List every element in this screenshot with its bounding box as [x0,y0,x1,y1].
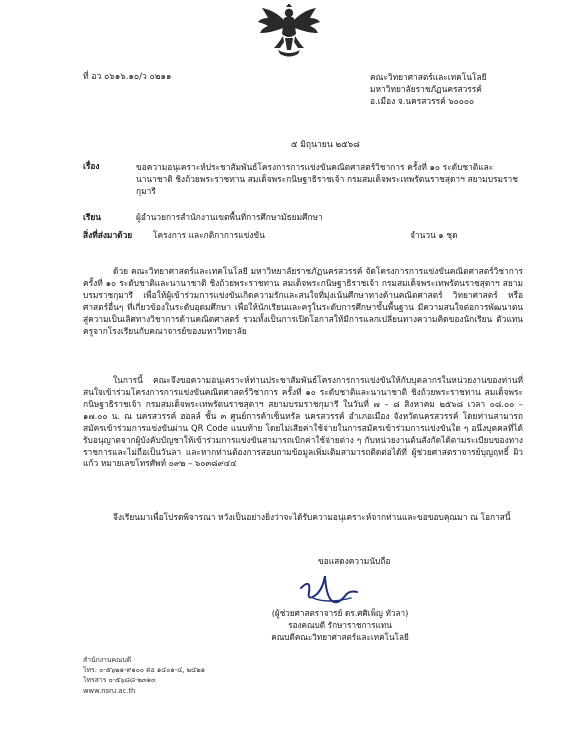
contact-footer [83,655,205,696]
footer-office: สำนักงานคณบดี [83,656,132,664]
body-paragraph-1-text: ด้วย คณะวิทยาศาสตร์และเทคโนโลยี มหาวิทยาลัยราชภัฏนครสวรรค์ จัดโครงการการแข่งขันคณิตศาสตร์วิชาการ ครั้งที่ ๑๐ ระดับชาติและนานาชาติ ชิงถ้วยพระราชทาน สมเด็จพระกนิษฐาธิราชเจ้า กรมสมเด็จพระเทพรัตนราชสุดาฯ สยามบรมราชกุมารี เพื่อให้ผู้เข้าร่วมการแข่งขันเกิดความรักและสนใจที่มุ่งเน้นศึกษาทางด้านคณิตศาสตร์ วิทยาศาสตร์ หรือศาสตร์อื่นๆ ที่เกี่ยวข้องในระดับอุดมศึกษา เพื่อให้นักเรียนและครูในระดับการศึกษาขั้นพื้นฐาน มีความสนใจต่อการพัฒนาตนสู่ความเป็นเลิศทางวิชาการด้านคณิตศาสตร์ รวมทั้งเป็นการเปิดโอกาสให้มีการแลกเปลี่ยนทางความคิดของนักเรียน ตัวแทนครูจากโรงเรียนกับคณาจารย์ของมหาวิทยาลัย [83,266,523,336]
closing-phrase: ขอแสดงความนับถือ [318,556,391,566]
sender-faculty: คณะวิทยาศาสตร์และเทคโนโลยี [370,72,487,82]
attention-label: เรียน [83,212,101,222]
signatory-position-1: รองคณบดี รักษาราชการแทน [288,619,392,630]
subject-row [83,161,523,198]
body-paragraph-1 [83,266,523,338]
sender-university: มหาวิทยาลัยราชภัฏนครสวรรค์ [370,83,482,94]
sender-location: อ.เมือง จ.นครสวรรค์ ๖๐๐๐๐ [370,95,475,106]
sender-address [370,72,570,108]
subject-label: เรื่อง [83,161,100,171]
letter-date: ๕ มิถุนายน ๒๕๖๘ [291,140,360,150]
enclosure-label: สิ่งที่ส่งมาด้วย [83,230,133,240]
body-paragraph-2 [83,375,523,470]
body-paragraph-3-text: จึงเรียนมาเพื่อโปรดพิจารณา หวังเป็นอย่างยิ่งว่าจะได้รับความอนุเคราะห์จากท่านและขอขอบคุณมา ณ โอกาสนี้ [113,512,511,522]
body-paragraph-3 [83,512,523,524]
garuda-emblem-icon [256,4,322,62]
signatory-position-2: คณบดีคณะวิทยาศาสตร์และเทคโนโลยี [271,631,409,642]
attention-text: ผู้อำนวยการสำนักงานเขตพื้นที่การศึกษามัธยมศึกษา [136,212,323,222]
footer-website: www.nsru.ac.th [83,686,136,695]
enclosure-quantity: จำนวน ๑ ชุด [410,230,458,240]
signatory-block [255,608,425,644]
signatory-name: (ผู้ช่วยศาสตราจารย์ ดร.ศศิเพ็ญ ทัวลา) [271,608,409,618]
footer-fax: โทรสาร ๐-๕๖๘๘-๒๓๑๓ [83,676,156,685]
body-paragraph-2-text: ในการนี้ คณะจึงขอความอนุเคราะห์ท่านประชาสัมพันธ์โครงการการแข่งขันให้กับบุคลากรในหน่วยงานของท่านที่สนใจเข้าร่วมโครงการการแข่งขันคณิตศาสตร์วิชาการ ครั้งที่ ๑๐ ระดับชาติและนานาชาติ ชิงถ้วยพระราชทาน สมเด็จพระกนิษฐาธิราชเจ้า กรมสมเด็จพระเทพรัตนราชสุดาฯ สยามบรมราชกุมารี ในวันที่ ๗ – ๘ สิงหาคม ๒๕๖๘ เวลา ๐๘.๐๐ – ๑๗.๐๐ น. ณ นครสวรรค์ ฮอลล์ ชั้น ๓ ศูนย์การค้าเซ็นทรัล นครสวรรค์ อำเภอเมือง จังหวัดนครสวรรค์ โดยท่านสามารถสมัครเข้าร่วมการแข่งขันผ่าน QR Code แนบท้าย โดยไม่เสียค่าใช้จ่ายในการสมัครเข้าร่วมการแข่งขันใด ๆ อนึ่งบุคคลที่ได้รับอนุญาตจากผู้บังคับบัญชาให้เข้าร่วมการแข่งขันสามารถเบิกค่าใช้จ่ายต่าง ๆ กับหน่วยงานต้นสังกัดได้ตามระเบียบของทางราชการและไม่ถือเป็นวันลา และหากท่านต้องการสอบถามข้อมูลเพิ่มเติมสามารถติดต่อได้ที่ ผู้ช่วยศาสตราจารย์บุญฤทธิ์ ผิวแก้ว หมายเลขโทรศัพท์ ๐๙๒ – ๖๐๓๘๙๔๔ [83,375,523,469]
reference-number: ที่ อว ๐๖๑๖.๑๐/ว ๐๒๑๑ [83,72,172,82]
footer-phone: โทร. ๐-๕๖๒๑-๙๑๐๐ ต่อ ๑๔๐๑-๔, ๒๔๒๑ [83,666,206,675]
attention-row [83,212,523,224]
subject-text: ขอความอนุเคราะห์ประชาสัมพันธ์โครงการการแข่งขันคณิตศาสตร์วิชาการ ครั้งที่ ๑๐ ระดับชาติและนานาชาติ ชิงถ้วยพระราชทาน สมเด็จพระกนิษฐาธิราชเจ้า กรมสมเด็จพระเทพรัตนราชสุดาฯ สยามบรมราชกุมารี [136,162,518,197]
enclosure-text: โครงการ และกติกาการแข่งขัน [153,230,265,240]
